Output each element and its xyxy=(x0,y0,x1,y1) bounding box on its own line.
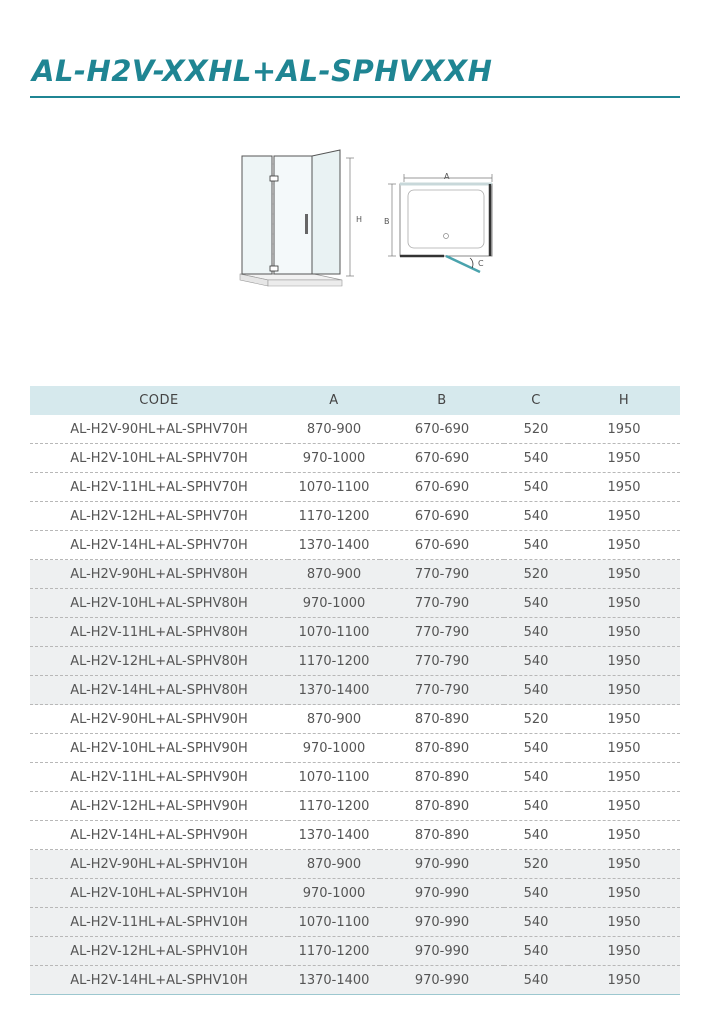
cell-b: 870-890 xyxy=(380,763,504,792)
cell-c: 540 xyxy=(504,676,568,705)
table-row xyxy=(30,850,680,879)
cell-a: 1370-1400 xyxy=(288,966,380,995)
cell-b: 670-690 xyxy=(380,531,504,560)
cell-h: 1950 xyxy=(568,908,680,937)
door-swing-label: C xyxy=(478,259,484,268)
cell-code: AL-H2V-11HL+AL-SPHV10H xyxy=(30,908,288,937)
cell-c: 520 xyxy=(504,850,568,879)
cell-code: AL-H2V-90HL+AL-SPHV90H xyxy=(30,705,288,734)
title-divider xyxy=(30,96,680,98)
table-row xyxy=(30,908,680,937)
cell-a: 1170-1200 xyxy=(288,937,380,966)
door-hinge-bottom xyxy=(270,266,278,271)
door-swing xyxy=(446,256,480,272)
header-b: B xyxy=(380,386,504,415)
header-c: C xyxy=(504,386,568,415)
cell-b: 670-690 xyxy=(380,415,504,444)
cell-code: AL-H2V-90HL+AL-SPHV70H xyxy=(30,415,288,444)
cell-h: 1950 xyxy=(568,647,680,676)
enclosure-plan-diagram xyxy=(384,172,499,290)
header-h: H xyxy=(568,386,680,415)
cell-c: 540 xyxy=(504,763,568,792)
cell-a: 870-900 xyxy=(288,560,380,589)
cell-h: 1950 xyxy=(568,415,680,444)
table-row xyxy=(30,879,680,908)
cell-a: 1070-1100 xyxy=(288,908,380,937)
cell-h: 1950 xyxy=(568,618,680,647)
table-row xyxy=(30,531,680,560)
door-handle xyxy=(305,214,308,234)
table-row xyxy=(30,618,680,647)
cell-a: 1070-1100 xyxy=(288,763,380,792)
cell-c: 540 xyxy=(504,618,568,647)
header-code: CODE xyxy=(30,386,288,415)
cell-a: 870-900 xyxy=(288,415,380,444)
cell-h: 1950 xyxy=(568,792,680,821)
cell-c: 540 xyxy=(504,966,568,995)
depth-label: B xyxy=(384,217,390,226)
cell-code: AL-H2V-12HL+AL-SPHV80H xyxy=(30,647,288,676)
cell-a: 1070-1100 xyxy=(288,618,380,647)
cell-c: 540 xyxy=(504,531,568,560)
cell-a: 1370-1400 xyxy=(288,821,380,850)
cell-b: 870-890 xyxy=(380,821,504,850)
cell-b: 670-690 xyxy=(380,502,504,531)
cell-h: 1950 xyxy=(568,676,680,705)
cell-h: 1950 xyxy=(568,531,680,560)
cell-code: AL-H2V-12HL+AL-SPHV70H xyxy=(30,502,288,531)
cell-b: 970-990 xyxy=(380,908,504,937)
cell-h: 1950 xyxy=(568,850,680,879)
cell-a: 970-1000 xyxy=(288,589,380,618)
cell-a: 1170-1200 xyxy=(288,647,380,676)
table-row xyxy=(30,734,680,763)
cell-code: AL-H2V-14HL+AL-SPHV10H xyxy=(30,966,288,995)
cell-code: AL-H2V-14HL+AL-SPHV90H xyxy=(30,821,288,850)
page-title: AL-H2V-XXHL+AL-SPHVXXH xyxy=(32,54,493,88)
cell-c: 540 xyxy=(504,879,568,908)
cell-h: 1950 xyxy=(568,502,680,531)
cell-h: 1950 xyxy=(568,966,680,995)
cell-b: 870-890 xyxy=(380,705,504,734)
table-row xyxy=(30,473,680,502)
cell-a: 1370-1400 xyxy=(288,676,380,705)
side-glass-panel xyxy=(312,150,340,274)
table-row xyxy=(30,792,680,821)
cell-a: 870-900 xyxy=(288,705,380,734)
cell-b: 770-790 xyxy=(380,560,504,589)
cell-code: AL-H2V-11HL+AL-SPHV80H xyxy=(30,618,288,647)
dimensions-table xyxy=(30,386,680,995)
cell-h: 1950 xyxy=(568,560,680,589)
cell-b: 770-790 xyxy=(380,618,504,647)
cell-c: 540 xyxy=(504,589,568,618)
cell-h: 1950 xyxy=(568,879,680,908)
cell-a: 1070-1100 xyxy=(288,473,380,502)
table-row xyxy=(30,676,680,705)
cell-h: 1950 xyxy=(568,763,680,792)
cell-a: 970-1000 xyxy=(288,734,380,763)
cell-h: 1950 xyxy=(568,734,680,763)
cell-c: 520 xyxy=(504,415,568,444)
cell-code: AL-H2V-11HL+AL-SPHV70H xyxy=(30,473,288,502)
cell-b: 970-990 xyxy=(380,850,504,879)
table-row xyxy=(30,444,680,473)
cell-code: AL-H2V-14HL+AL-SPHV80H xyxy=(30,676,288,705)
door-hinge-top xyxy=(270,176,278,181)
cell-b: 770-790 xyxy=(380,647,504,676)
table-header-row xyxy=(30,386,680,415)
cell-b: 970-990 xyxy=(380,937,504,966)
cell-a: 1170-1200 xyxy=(288,792,380,821)
cell-c: 540 xyxy=(504,444,568,473)
shower-tray-side xyxy=(268,280,342,286)
height-label: H xyxy=(356,215,363,224)
table-row xyxy=(30,966,680,995)
enclosure-front-diagram xyxy=(234,148,364,298)
cell-a: 1370-1400 xyxy=(288,531,380,560)
cell-c: 540 xyxy=(504,937,568,966)
cell-b: 770-790 xyxy=(380,676,504,705)
cell-h: 1950 xyxy=(568,589,680,618)
table-row xyxy=(30,502,680,531)
fixed-glass-panel xyxy=(242,156,272,274)
header-a: A xyxy=(288,386,380,415)
cell-code: AL-H2V-14HL+AL-SPHV70H xyxy=(30,531,288,560)
cell-h: 1950 xyxy=(568,705,680,734)
cell-c: 520 xyxy=(504,560,568,589)
cell-a: 970-1000 xyxy=(288,879,380,908)
cell-b: 970-990 xyxy=(380,966,504,995)
cell-code: AL-H2V-90HL+AL-SPHV10H xyxy=(30,850,288,879)
cell-b: 670-690 xyxy=(380,444,504,473)
cell-h: 1950 xyxy=(568,444,680,473)
table-row xyxy=(30,560,680,589)
cell-code: AL-H2V-11HL+AL-SPHV90H xyxy=(30,763,288,792)
cell-b: 870-890 xyxy=(380,792,504,821)
cell-c: 540 xyxy=(504,734,568,763)
table-row xyxy=(30,415,680,444)
cell-b: 970-990 xyxy=(380,879,504,908)
cell-code: AL-H2V-10HL+AL-SPHV90H xyxy=(30,734,288,763)
cell-h: 1950 xyxy=(568,473,680,502)
cell-c: 540 xyxy=(504,821,568,850)
cell-h: 1950 xyxy=(568,937,680,966)
table-row xyxy=(30,763,680,792)
cell-code: AL-H2V-10HL+AL-SPHV80H xyxy=(30,589,288,618)
table-body xyxy=(30,415,680,995)
cell-c: 540 xyxy=(504,647,568,676)
cell-code: AL-H2V-10HL+AL-SPHV70H xyxy=(30,444,288,473)
cell-code: AL-H2V-10HL+AL-SPHV10H xyxy=(30,879,288,908)
table-row xyxy=(30,705,680,734)
cell-code: AL-H2V-90HL+AL-SPHV80H xyxy=(30,560,288,589)
cell-b: 870-890 xyxy=(380,734,504,763)
cell-c: 540 xyxy=(504,502,568,531)
cell-c: 540 xyxy=(504,473,568,502)
cell-a: 970-1000 xyxy=(288,444,380,473)
cell-a: 1170-1200 xyxy=(288,502,380,531)
cell-c: 540 xyxy=(504,792,568,821)
cell-b: 670-690 xyxy=(380,473,504,502)
cell-b: 770-790 xyxy=(380,589,504,618)
cell-c: 540 xyxy=(504,908,568,937)
cell-code: AL-H2V-12HL+AL-SPHV10H xyxy=(30,937,288,966)
table-row xyxy=(30,821,680,850)
table-row xyxy=(30,937,680,966)
shower-tray-basin xyxy=(408,190,484,248)
cell-c: 520 xyxy=(504,705,568,734)
cell-a: 870-900 xyxy=(288,850,380,879)
cell-h: 1950 xyxy=(568,821,680,850)
width-label: A xyxy=(444,172,450,181)
cell-code: AL-H2V-12HL+AL-SPHV90H xyxy=(30,792,288,821)
table-row xyxy=(30,647,680,676)
table-row xyxy=(30,589,680,618)
